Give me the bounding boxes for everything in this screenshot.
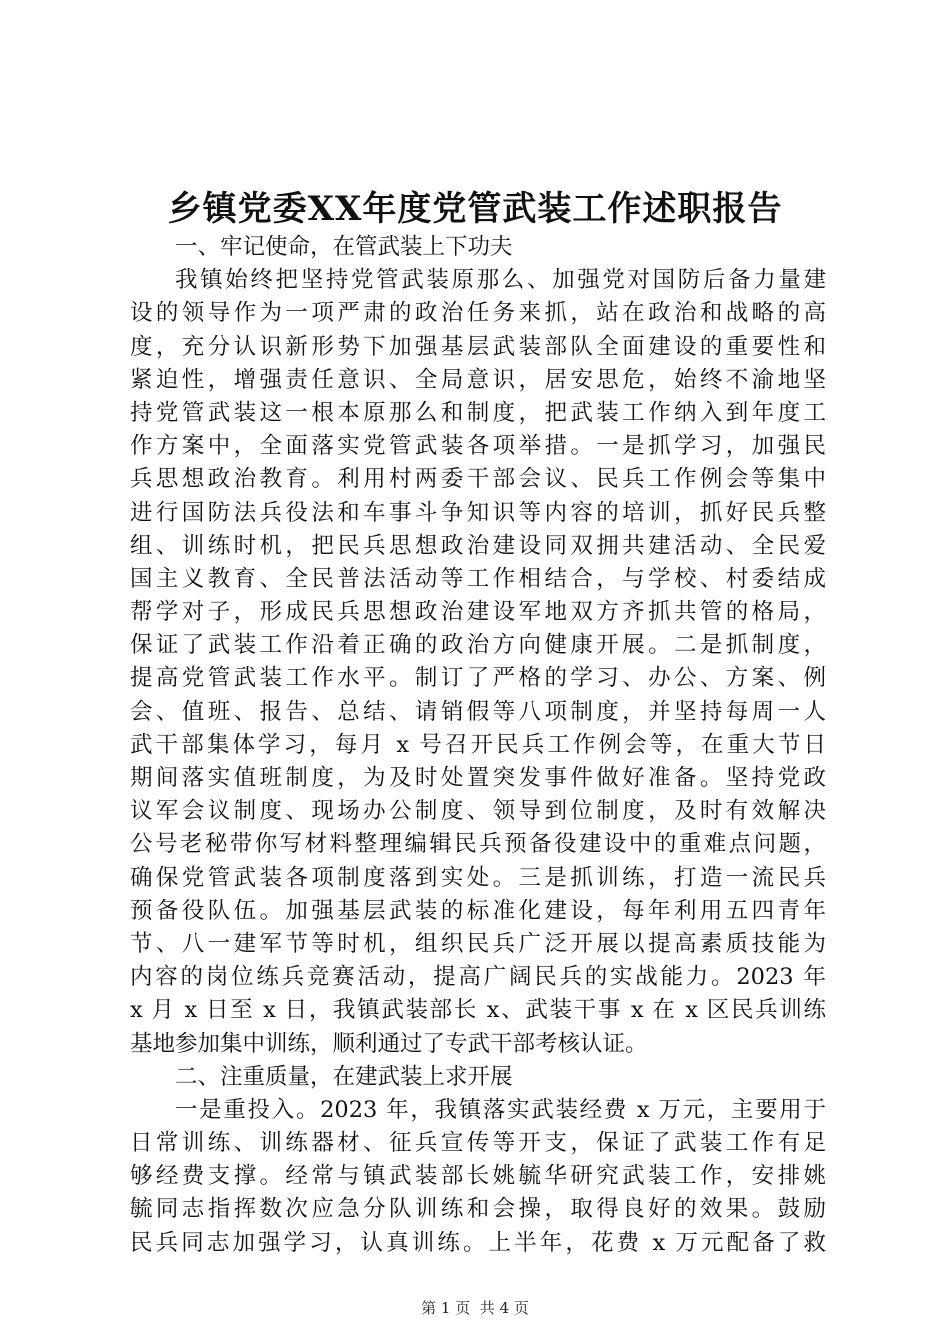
body-line: 公号老秘带你写材料整理编辑民兵预备役建设中的重难点问题， [130,831,826,858]
body-line: 节、八一建军节等时机，组织民兵广泛开展以提高素质技能为 [130,930,826,957]
body-line: 度，充分认识新形势下加强基层武装部队全面建设的重要性和 [130,333,826,360]
body-line: 够经费支撑。经常与镇武装部长姚毓华研究武装工作，安排姚 [130,1163,826,1190]
body-line: 我镇始终把坚持党管武装原那么、加强党对国防后备力量建 [175,267,826,294]
body-line: 武干部集体学习，每月 x 号召开民兵工作例会等，在重大节日 [130,731,826,758]
document-title: 乡镇党委XX年度党管武装工作述职报告 [167,189,783,229]
body-line: 议军会议制度、现场办公制度、领导到位制度，及时有效解决 [130,798,826,825]
body-line: 毓同志指挥数次应急分队训练和会操，取得良好的效果。鼓励 [130,1196,826,1223]
page-footer [0,1298,950,1318]
body-line: 二、注重质量，在建武装上求开展 [175,1063,513,1090]
body-line: 保证了武装工作沿着正确的政治方向健康开展。二是抓制度， [130,632,826,659]
body-line: 持党管武装这一根本原那么和制度，把武装工作纳入到年度工 [130,399,826,426]
body-line: 作方案中，全面落实党管武装各项举措。一是抓学习，加强民 [130,433,826,460]
page-number-label: 第 1 页 共 4 页 [421,1299,529,1317]
body-line: 预备役队伍。加强基层武装的标准化建设，每年利用五四青年 [130,897,826,924]
body-line: 内容的岗位练兵竞赛活动，提高广阔民兵的实战能力。2023 年 [130,964,826,991]
body-line: 紧迫性，增强责任意识、全局意识，居安思危，始终不渝地坚 [130,366,826,393]
body-line: 兵思想政治教育。利用村两委干部会议、民兵工作例会等集中 [130,466,826,493]
body-line: 期间落实值班制度，为及时处置突发事件做好准备。坚持党政 [130,765,826,791]
body-line: 提高党管武装工作水平。制订了严格的学习、办公、方案、例 [130,665,826,692]
body-line: 帮学对子，形成民兵思想政治建设军地双方齐抓共管的格局， [130,599,826,626]
body-line: x 月 x 日至 x 日，我镇武装部长 x、武装干事 x 在 x 区民兵训练 [130,997,826,1024]
document-body [130,231,826,1260]
body-line: 基地参加集中训练，顺利通过了专武干部考核认证。 [130,1030,648,1057]
body-line: 一是重投入。2023 年，我镇落实武装经费 x 万元，主要用于 [175,1096,826,1123]
body-line: 日常训练、训练器材、征兵宣传等开支，保证了武装工作有足 [130,1130,826,1157]
body-line: 国主义教育、全民普法活动等工作相结合，与学校、村委结成 [130,565,826,592]
body-line: 进行国防法兵役法和车事斗争知识等内容的培训，抓好民兵整 [130,499,826,526]
body-line: 一、牢记使命，在管武装上下功夫 [175,234,513,260]
body-line: 设的领导作为一项严肃的政治任务来抓，站在政治和战略的高 [130,300,826,327]
body-line: 民兵同志加强学习，认真训练。上半年，花费 x 万元配备了救 [130,1229,826,1256]
body-line: 确保党管武装各项制度落到实处。三是抓训练，打造一流民兵 [130,864,826,891]
body-line: 组、训练时机，把民兵思想政治建设同双拥共建活动、全民爱 [130,532,826,559]
body-line: 会、值班、报告、总结、请销假等八项制度，并坚持每周一人 [130,698,826,725]
